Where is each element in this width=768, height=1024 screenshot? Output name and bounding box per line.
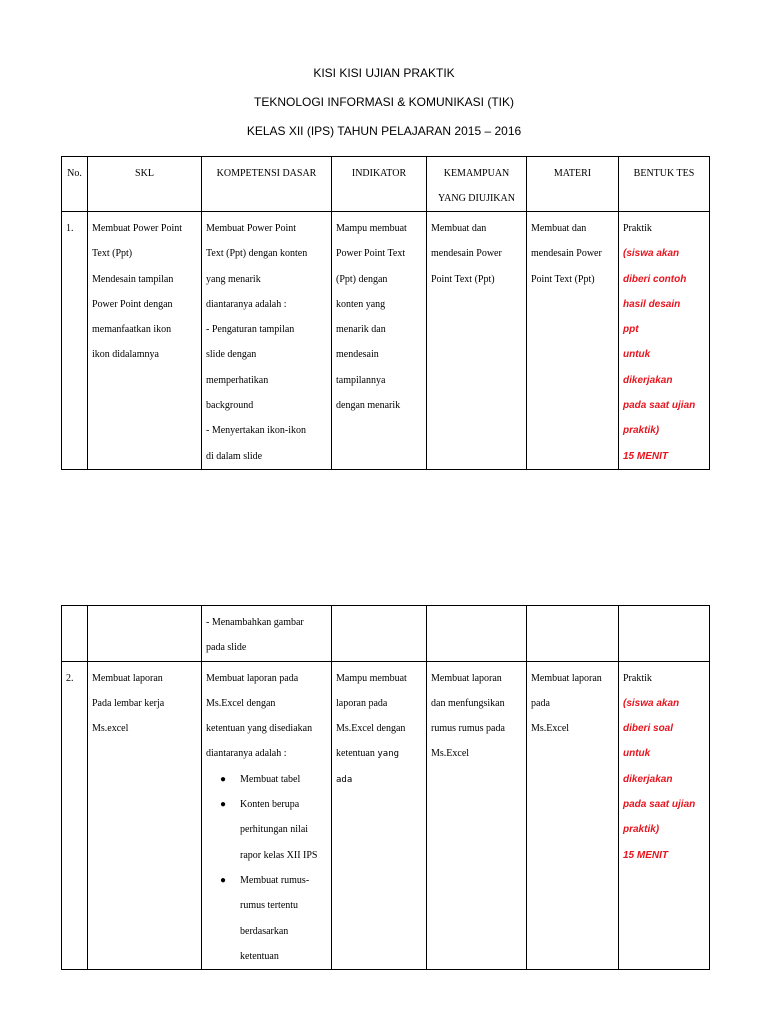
bullet-icon: ●: [220, 773, 227, 785]
cont-kompetensi-dasar: - Menambahkan gambar pada slide: [202, 606, 332, 662]
table-row-continued: [62, 606, 710, 662]
table-row-1: [62, 212, 710, 470]
title-line-2: TEKNOLOGI INFORMASI & KOMUNIKASI (TIK): [253, 95, 515, 109]
header-kompetensi-dasar: KOMPETENSI DASAR: [202, 157, 332, 212]
row2-kemampuan: Membuat laporan dan menfungsikan rumus rumus pada Ms.Excel: [427, 661, 527, 970]
row2-bentuk-tes: Praktik (siswa akan diberi soal untuk dikerjakan pada saat ujian praktik) 15 MENIT: [619, 661, 710, 970]
table-part-1: [61, 156, 710, 470]
list-item: ● Membuat rumus- rumus tertentu berdasarkan ketentuan: [240, 868, 327, 969]
cont-materi: [527, 606, 619, 662]
row2-kompetensi-dasar: Membuat laporan pada Ms.Excel dengan ketentuan yang disediakan diantaranya adalah : ● Membuat tabel ● Konten berupa perhitungan nilai rapor kelas XII IPS ● Membuat rumus- rumus tertentu berdasarkan ketentuan: [202, 661, 332, 970]
row1-indikator: Mampu membuat Power Point Text (Ppt) dengan konten yang menarik dan mendesain tampilannya dengan menarik: [332, 212, 427, 470]
list-item: ● Membuat tabel: [240, 767, 327, 792]
table-row-2: [62, 661, 710, 970]
row2-skl: Membuat laporan Pada lembar kerja Ms.excel: [88, 661, 202, 970]
header-kemampuan: KEMAMPUAN YANG DIUJIKAN: [427, 157, 527, 212]
row1-no: 1.: [62, 212, 88, 470]
row2-materi: Membuat laporan pada Ms.Excel: [527, 661, 619, 970]
bullet-icon: ●: [220, 799, 227, 811]
title-line-1: KISI KISI UJIAN PRAKTIK: [313, 66, 455, 80]
row2-indikator: Mampu membuat laporan pada Ms.Excel dengan ketentuan yang ada: [332, 661, 427, 970]
header-indikator: INDIKATOR: [332, 157, 427, 212]
cont-indikator: [332, 606, 427, 662]
list-item: ● Konten berupa perhitungan nilai rapor kelas XII IPS: [240, 792, 327, 868]
cont-no: [62, 606, 88, 662]
row2-no: 2.: [62, 661, 88, 970]
bullet-icon: ●: [220, 874, 227, 886]
row1-kemampuan: Membuat dan mendesain Power Point Text (Ppt): [427, 212, 527, 470]
cont-kemampuan: [427, 606, 527, 662]
kd-bullet-list: [206, 767, 327, 969]
row1-skl: Membuat Power Point Text (Ppt) Mendesain tampilan Power Point dengan memanfaatkan ikon ikon didalamnya: [88, 212, 202, 470]
row1-bentuk-tes: Praktik (siswa akan diberi contoh hasil desain ppt untuk dikerjakan pada saat ujian praktik) 15 MENIT: [619, 212, 710, 470]
row1-kompetensi-dasar: Membuat Power Point Text (Ppt) dengan konten yang menarik diantaranya adalah : - Pengaturan tampilan slide dengan memperhatikan background - Menyertakan ikon-ikon di dalam slide: [202, 212, 332, 470]
header-bentuk-tes: BENTUK TES: [619, 157, 710, 212]
row1-materi: Membuat dan mendesain Power Point Text (Ppt): [527, 212, 619, 470]
header-no: No.: [62, 157, 88, 212]
header-materi: MATERI: [527, 157, 619, 212]
header-row: [62, 157, 710, 212]
cont-skl: [88, 606, 202, 662]
cont-bentuk-tes: [619, 606, 710, 662]
table-part-2: [61, 605, 710, 970]
title-line-3: KELAS XII (IPS) TAHUN PELAJARAN 2015 – 2016: [246, 124, 522, 138]
header-skl: SKL: [88, 157, 202, 212]
